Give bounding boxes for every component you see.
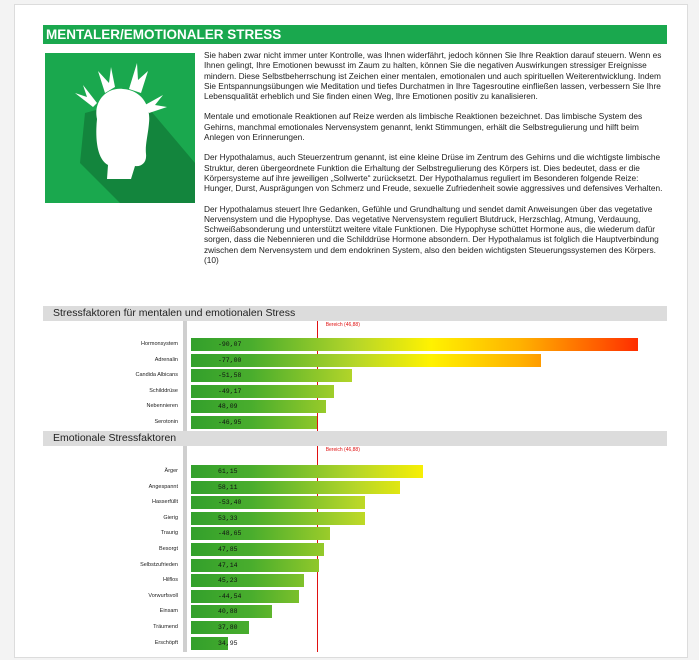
category-label: Candida Albicans	[135, 372, 178, 379]
chart-row	[43, 368, 667, 383]
chart-row	[43, 542, 667, 557]
category-label: Serotonin	[154, 419, 178, 425]
threshold-label: Bereich (46,88)	[325, 447, 360, 453]
value-label: 40,88	[218, 608, 238, 616]
value-label: -90,07	[218, 341, 242, 348]
category-label: Traurig	[160, 530, 178, 537]
chart-row	[43, 415, 667, 430]
paragraph: Der Hypothalamus, auch Steuerzentrum genannt, ist eine kleine Drüse im Zentrum des Gehirns und die wichtigste limbische Struktur, deren übergeordnete Funktion die Erhaltung der Selbstregulierung des Körpers ist. Dies bedeutet, dass er die Körpersysteme auf ihre jeweiligen „Sollwerte“ zurücksetzt. Der Hypothalamus reguliert im Besonderen folgende Reize: Hunger, Durst, Ausprägungen von Schmerz und Freude, sexuelle Zufriedenheit sowie aggressives und defensives Verhalten.	[204, 152, 663, 194]
value-label: 47,14	[218, 561, 238, 569]
value-label: -77,00	[218, 356, 242, 364]
chart-row	[43, 464, 667, 479]
threshold-label: Bereich (46,88)	[325, 322, 360, 328]
bar	[191, 400, 326, 413]
paragraph: Sie haben zwar nicht immer unter Kontrolle, was Ihnen widerfährt, jedoch können Sie Ihre Reaktion darauf steuern. Wenn es Ihnen gelingt, Ihre Emotionen bewusst im Zaum zu halten, können Sie die negativen Auswirkungen stressiger Ereignisse mindern. Diese Selbstbeherrschung ist Zeichen einer mentalen, emotionalen und auch spirituellen Weiterentwicklung. Indem Sie Entspannungsübungen wie Meditation und tiefes Durchatmen in Ihre Tagesroutine einfließen lassen, verbessern Sie Ihre Lebensqualität erheblich und Sie finden einen Weg, Ihre Emotionen positiv zu kanalisieren.	[204, 50, 662, 102]
chart-row	[43, 353, 667, 368]
bar	[191, 385, 334, 398]
mental-stress-chart	[43, 321, 667, 431]
bar	[191, 574, 304, 587]
value-label: 53,33	[218, 514, 238, 522]
chart-row	[43, 526, 667, 541]
category-label: Erschöpft	[154, 639, 178, 646]
bar	[191, 338, 638, 351]
category-label: Selbstzufrieden	[140, 561, 178, 568]
bar	[191, 590, 299, 603]
chart-title-mental: Stressfaktoren für mentalen und emotionalen Stress	[43, 306, 667, 321]
category-label: Nebennieren	[146, 403, 178, 410]
chart-row	[43, 495, 667, 510]
category-label: Hasserfüllt	[152, 499, 178, 506]
value-label: 45,23	[218, 577, 238, 585]
category-label: Adrenalin	[154, 356, 178, 363]
chart-row	[43, 573, 667, 588]
category-label: Angespannt	[148, 483, 178, 490]
category-label: Besorgt	[159, 546, 178, 552]
paragraph: Mentale und emotionale Reaktionen auf Reize werden als limbische Reaktionen bezeichnet. Das limbische System des Gehirns, manchmal emotionales Nervensystem genannt, lenkt Stimmungen, erhält die Selbstregulierung und hilft beim Anlegen von Erinnerungen.	[204, 111, 643, 143]
bar	[191, 354, 541, 367]
hero-illustration	[45, 53, 195, 203]
chart-row	[43, 399, 667, 414]
category-label: Schilddrüse	[149, 387, 178, 394]
value-label: -53,40	[218, 499, 242, 507]
chart-row	[43, 620, 667, 635]
category-label: Einsam	[159, 608, 178, 615]
value-label: 37,80	[218, 624, 238, 631]
value-label: 58,11	[218, 483, 238, 491]
value-label: 47,85	[218, 546, 238, 553]
bar	[191, 527, 330, 540]
page-title: MENTALER/EMOTIONALER STRESS	[43, 25, 667, 44]
category-label: Hilflos	[163, 577, 178, 584]
category-label: Träumend	[153, 624, 178, 630]
paragraph: Der Hypothalamus steuert Ihre Gedanken, Gefühle und Grundhaltung und sendet damit Anweisungen über das vegetative Nervensystem und die Hypophyse. Das vegetative Nervensystem reguliert Blutdruck, Herzschlag, Atmung, Verdauung, Schweißabsonderung und unterstützt weitere vitale Funktionen. Die Hypophyse schüttet Hormone aus, die wiederum dafür sorgen, dass die Nebennieren und die Schilddrüse Hormone absondern. Der Hypothalamus ist folglich die Hauptverbindung zwischen dem Nervensystem und dem endokrinen System, also den beiden wichtigsten Steuerungssystemen des Körpers. (10)	[204, 203, 659, 266]
bar	[191, 559, 319, 572]
chart-row	[43, 337, 667, 352]
category-label: Gierig	[163, 514, 178, 521]
chart-row	[43, 589, 667, 604]
value-label: -51,58	[218, 372, 242, 380]
report-page	[14, 4, 688, 658]
chart-row	[43, 511, 667, 526]
chart-title-emotional: Emotionale Stressfaktoren	[43, 431, 667, 446]
value-label: -49,17	[218, 387, 242, 395]
value-label: -44,54	[218, 592, 242, 600]
bar	[191, 543, 324, 556]
category-label: Hormonsystem	[141, 341, 178, 347]
value-label: 61,15	[218, 468, 238, 475]
chart-row	[43, 558, 667, 573]
value-label: -48,65	[218, 530, 242, 538]
stressed-head-with-lightning-icon	[45, 53, 195, 203]
value-label: 34,95	[218, 639, 238, 647]
bar	[191, 416, 317, 429]
body-text	[204, 50, 664, 275]
chart-row	[43, 604, 667, 619]
chart-row	[43, 384, 667, 399]
emotional-stress-chart	[43, 446, 667, 652]
category-label: Vorwurfsvoll	[148, 592, 178, 599]
chart-row	[43, 480, 667, 495]
value-label: 48,09	[218, 403, 238, 411]
bar	[191, 369, 352, 382]
category-label: Ärger	[164, 468, 178, 474]
chart-row	[43, 636, 667, 651]
value-label: -46,95	[218, 419, 242, 426]
